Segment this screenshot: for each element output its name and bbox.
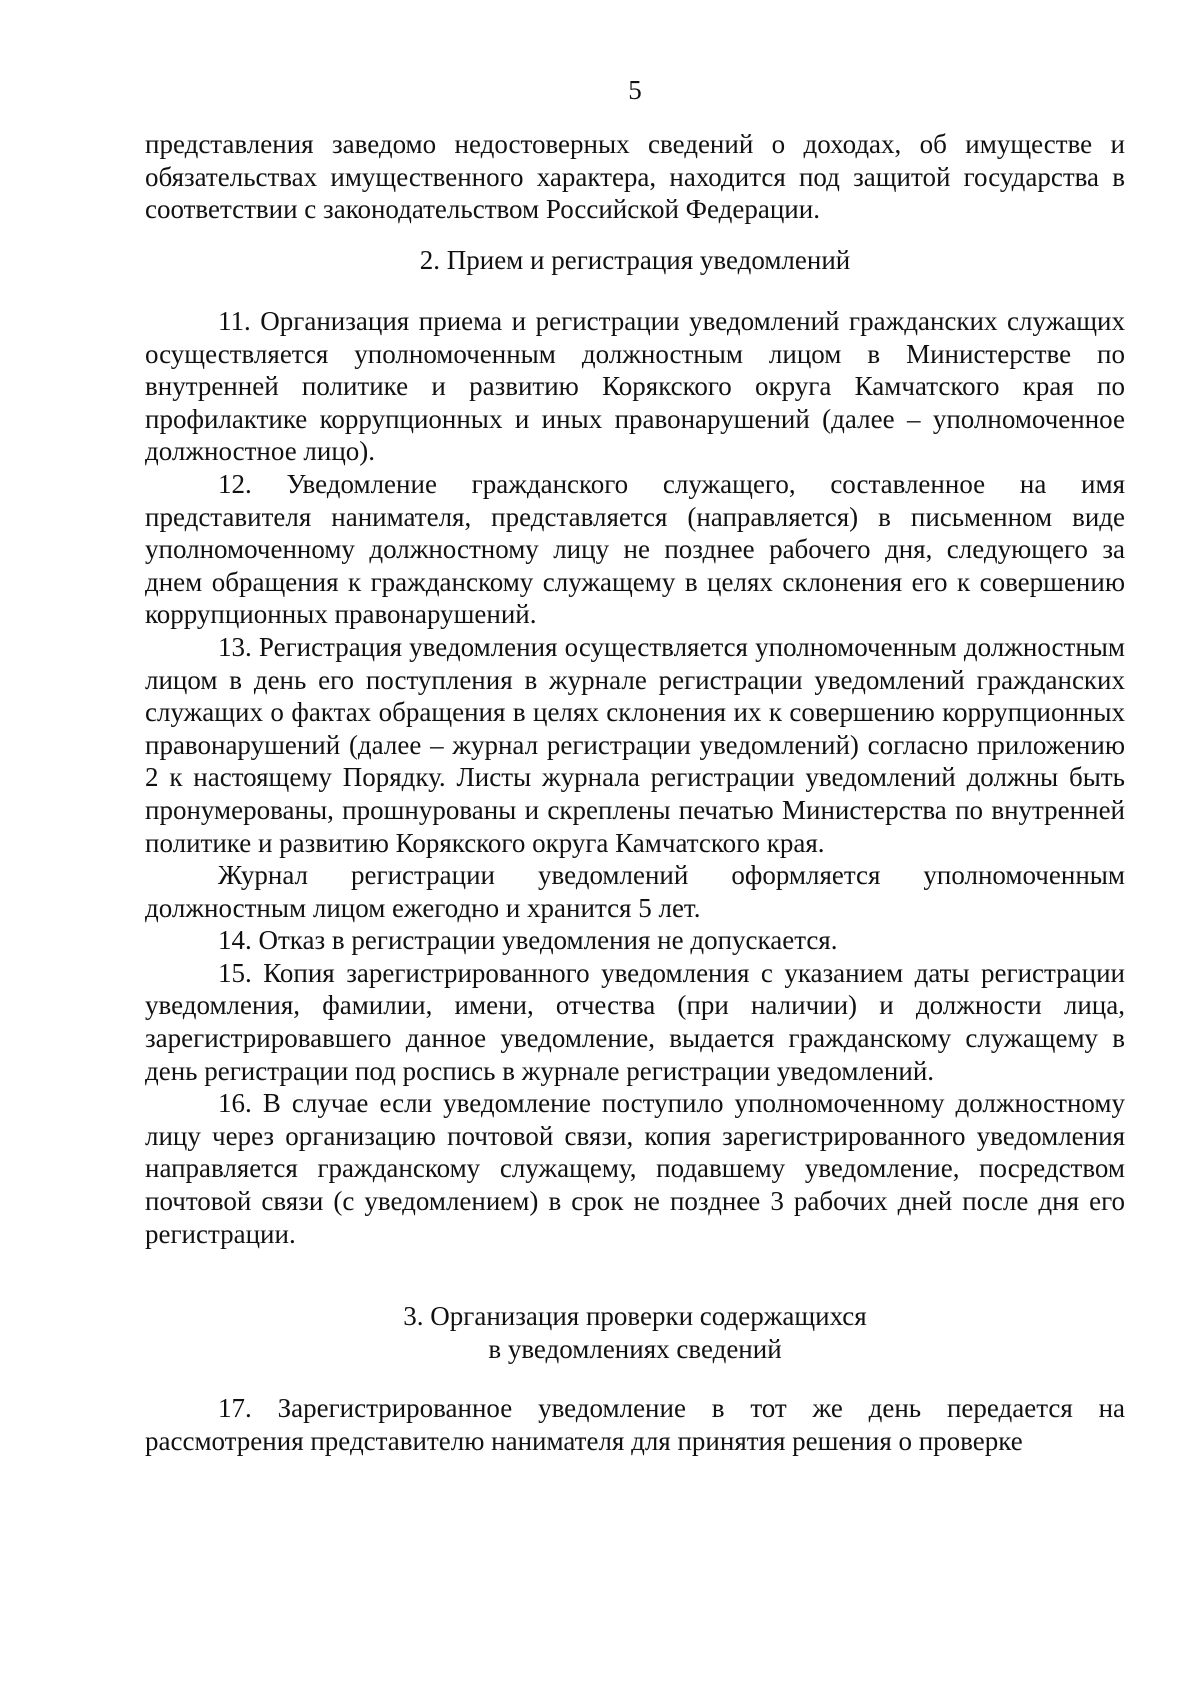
paragraph-16: 16. В случае если уведомление поступило уполномоченному должностному лицу через организацию почтовой связи, копия зарегистрированного уведомления направляется гражданскому служащему, подавшему уведомление, посредством почтовой связи (с уведомлением) в срок не позднее 3 рабочих дней после дня его регистрации. xyxy=(145,1088,1125,1249)
page-number: 5 xyxy=(628,75,642,105)
section-3-body xyxy=(145,1392,1125,1457)
section-2-body xyxy=(145,305,1125,1250)
paragraph-journal: Журнал регистрации уведомлений оформляется уполномоченным должностным лицом ежегодно и хранится 5 лет. xyxy=(145,860,1125,923)
paragraph-14: 14. Отказ в регистрации уведомления не допускается. xyxy=(218,925,838,956)
paragraph-12: 12. Уведомление гражданского служащего, составленное на имя представителя нанимателя, представляется (направляется) в письменном виде уполномоченному должностному лицу не позднее рабочего дня, следующего за днем обращения к гражданскому служащему в целях склонения его к совершению коррупционных правонарушений. xyxy=(145,468,1125,630)
section-3-heading-line-2: в уведомлениях сведений xyxy=(488,1333,782,1364)
paragraph-11: 11. Организация приема и регистрации уведомлений гражданских служащих осуществляется уполномоченным должностным лицом в Министерстве по внутренней политике и развитию Корякского округа Камчатского края по профилактике коррупционных и иных правонарушений (далее – уполномоченное должностное лицо). xyxy=(145,306,1125,467)
section-3-heading xyxy=(145,1300,1125,1365)
continuation-paragraph: представления заведомо недостоверных сведений о доходах, об имуществе и обязательствах имущественного характера, находится под защитой государства в соответствии с законодательством Российской Федерации. xyxy=(145,129,1125,225)
section-3-heading-line-1: 3. Организация проверки содержащихся xyxy=(403,1301,867,1331)
paragraph-13: 13. Регистрация уведомления осуществляется уполномоченным должностным лицом в день его поступления в журнале регистрации уведомлений гражданских служащих о фактах обращения в целях склонения их к совершению коррупционных правонарушений (далее – журнал регистрации уведомлений) согласно приложению 2 к настоящему Порядку. Листы журнала регистрации уведомлений должны быть пронумерованы, прошнурованы и скреплены печатью Министерства по внутренней политике и развитию Корякского округа Камчатского края. xyxy=(145,631,1125,858)
paragraph-17: 17. Зарегистрированное уведомление в тот же день передается на рассмотрения представителю нанимателя для принятия решения о проверке xyxy=(145,1393,1125,1456)
continuation-block xyxy=(145,128,1125,226)
section-2-heading: 2. Прием и регистрация уведомлений xyxy=(419,245,851,275)
paragraph-15: 15. Копия зарегистрированного уведомления с указанием даты регистрации уведомления, фамилии, имени, отчества (при наличии) и должности лица, зарегистрировавшего данное уведомление, выдается гражданскому служащему в день регистрации под роспись в журнале регистрации уведомлений. xyxy=(145,957,1125,1086)
